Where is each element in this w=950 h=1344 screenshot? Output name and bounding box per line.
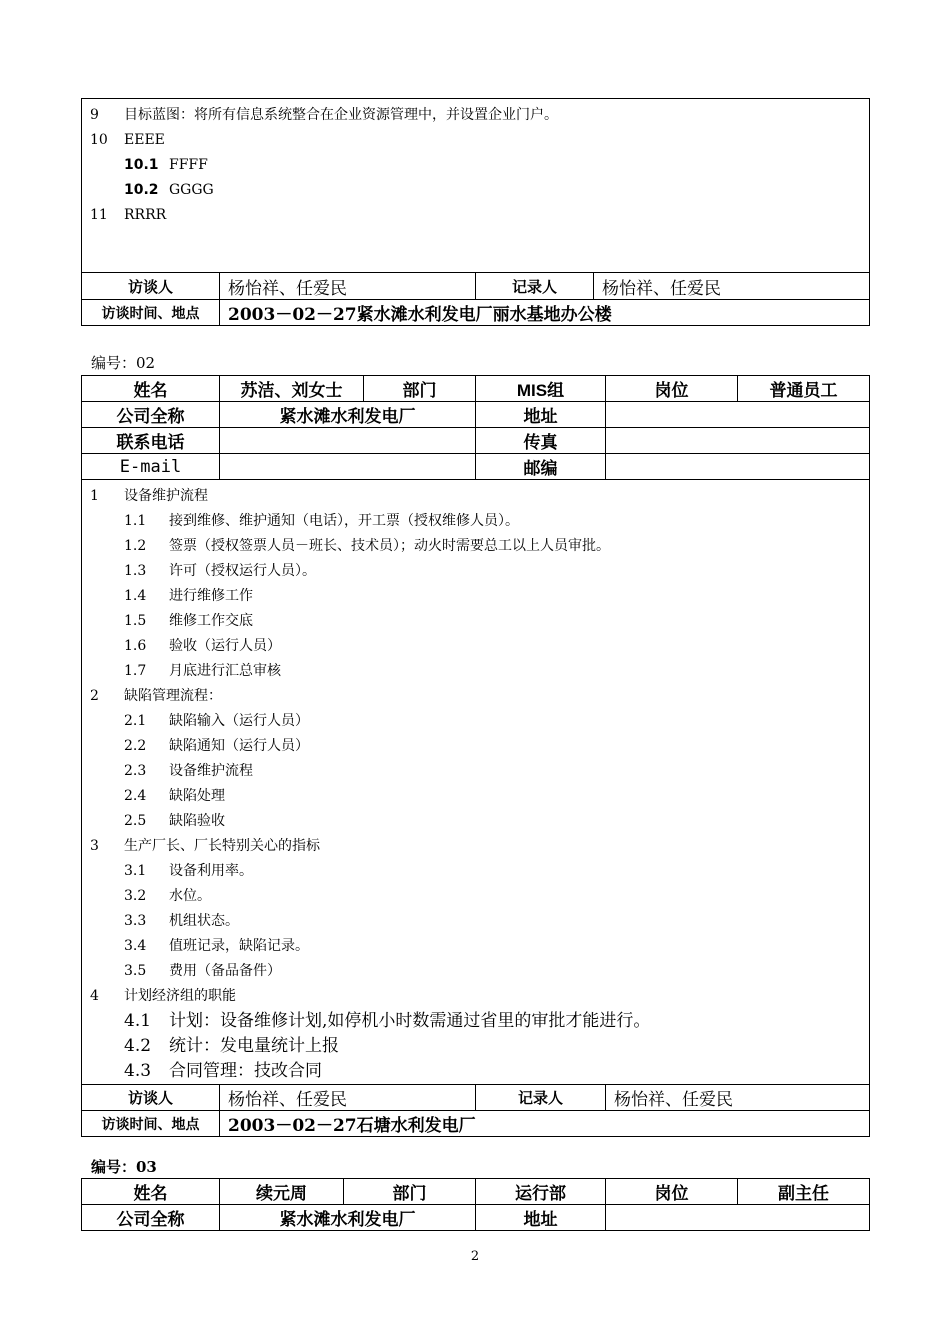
list-item: 1.1 接到维修、维护通知（电话），开工票（授权维修人员）。	[124, 513, 519, 529]
list-item: 4 计划经济组的职能	[90, 988, 236, 1004]
time-place-label: 访谈时间、地点	[82, 1111, 220, 1137]
list-item: 1.7 月底进行汇总审核	[124, 663, 281, 679]
list-item: 3.3 机组状态。	[124, 913, 239, 929]
list-item: 9 目标蓝图：将所有信息系统整合在企业资源管理中，并设置企业门户。	[90, 107, 558, 123]
recorder-label: 记录人	[476, 273, 594, 300]
list-item: 2.3 设备维护流程	[124, 763, 253, 779]
post-label: 岗位	[606, 1179, 738, 1205]
list-item: 10.2 GGGG	[124, 182, 214, 198]
address-value	[606, 402, 870, 428]
list-item: 3 生产厂长、厂长特别关心的指标	[90, 838, 320, 854]
dept-value: MIS组	[476, 376, 606, 402]
list-item: 4.1 计划：设备维修计划,如停机小时数需通过省里的审批才能进行。	[124, 1011, 651, 1031]
name-label: 姓名	[82, 1179, 220, 1205]
list-item: 4.2 统计：发电量统计上报	[124, 1036, 339, 1056]
postcode-value	[606, 454, 870, 480]
list-item: 10.1 FFFF	[124, 157, 208, 173]
interview-table-01	[81, 98, 870, 326]
list-item: 3.4 值班记录，缺陷记录。	[124, 938, 309, 954]
postcode-label: 邮编	[476, 454, 606, 480]
address-label: 地址	[476, 402, 606, 428]
email-value	[220, 454, 476, 480]
phone-value	[220, 428, 476, 454]
list-item: 2.2 缺陷通知（运行人员）	[124, 738, 309, 754]
list-item: 3.2 水位。	[124, 888, 211, 904]
time-place-label: 访谈时间、地点	[82, 300, 220, 326]
list-item: 2 缺陷管理流程：	[90, 688, 222, 704]
interviewer-value: 杨怡祥、任爱民	[220, 1085, 476, 1111]
dept-label: 部门	[344, 1179, 476, 1205]
company-value: 紧水滩水利发电厂	[220, 402, 476, 428]
address-label: 地址	[476, 1205, 606, 1231]
interviewer-label: 访谈人	[82, 273, 220, 300]
list-item: 1.2 签票（授权签票人员－班长、技术员）；动火时需要总工以上人员审批。	[124, 538, 610, 554]
page-number: 2	[470, 1249, 480, 1264]
list-item: 1.3 许可（授权运行人员）。	[124, 563, 316, 579]
dept-label: 部门	[364, 376, 476, 402]
list-item: 2.4 缺陷处理	[124, 788, 225, 804]
list-item: 1.5 维修工作交底	[124, 613, 253, 629]
list-item: 4.3 合同管理：技改合同	[124, 1061, 322, 1081]
list-item: 2.1 缺陷输入（运行人员）	[124, 713, 309, 729]
company-label: 公司全称	[82, 402, 220, 428]
recorder-value: 杨怡祥、任爱民	[606, 1085, 870, 1111]
post-value: 普通员工	[738, 376, 870, 402]
recorder-value: 杨怡祥、任爱民	[594, 273, 870, 300]
post-value: 副主任	[738, 1179, 870, 1205]
name-value: 续元周	[220, 1179, 344, 1205]
list-item: 1.4 进行维修工作	[124, 588, 253, 604]
interview-content-01	[82, 99, 870, 273]
list-item: 3.5 费用（备品备件）	[124, 963, 281, 979]
post-label: 岗位	[606, 376, 738, 402]
interviewer-label: 访谈人	[82, 1085, 220, 1111]
email-label: E-mail	[82, 454, 220, 480]
recorder-label: 记录人	[476, 1085, 606, 1111]
fax-value	[606, 428, 870, 454]
company-value: 紧水滩水利发电厂	[220, 1205, 476, 1231]
phone-label: 联系电话	[82, 428, 220, 454]
name-label: 姓名	[82, 376, 220, 402]
address-value	[606, 1205, 870, 1231]
interview-table-03	[81, 1178, 870, 1231]
interview-content-02	[82, 480, 870, 1085]
list-item: 1.6 验收（运行人员）	[124, 638, 281, 654]
company-label: 公司全称	[82, 1205, 220, 1231]
interview-table-02	[81, 375, 870, 1137]
fax-label: 传真	[476, 428, 606, 454]
name-value: 苏洁、刘女士	[220, 376, 364, 402]
interviewer-value: 杨怡祥、任爱民	[220, 273, 476, 300]
section-heading-03: 编号：03	[91, 1158, 157, 1176]
list-item: 11 RRRR	[90, 207, 167, 223]
list-item: 2.5 缺陷验收	[124, 813, 225, 829]
time-place-value: 2003－02－27石塘水利发电厂	[220, 1111, 870, 1137]
dept-value: 运行部	[476, 1179, 606, 1205]
section-heading-02: 编号：02	[91, 354, 156, 372]
list-item: 10 EEEE	[90, 132, 165, 148]
list-item: 3.1 设备利用率。	[124, 863, 253, 879]
time-place-value: 2003－02－27紧水滩水利发电厂丽水基地办公楼	[220, 300, 870, 326]
list-item: 1 设备维护流程	[90, 488, 208, 504]
